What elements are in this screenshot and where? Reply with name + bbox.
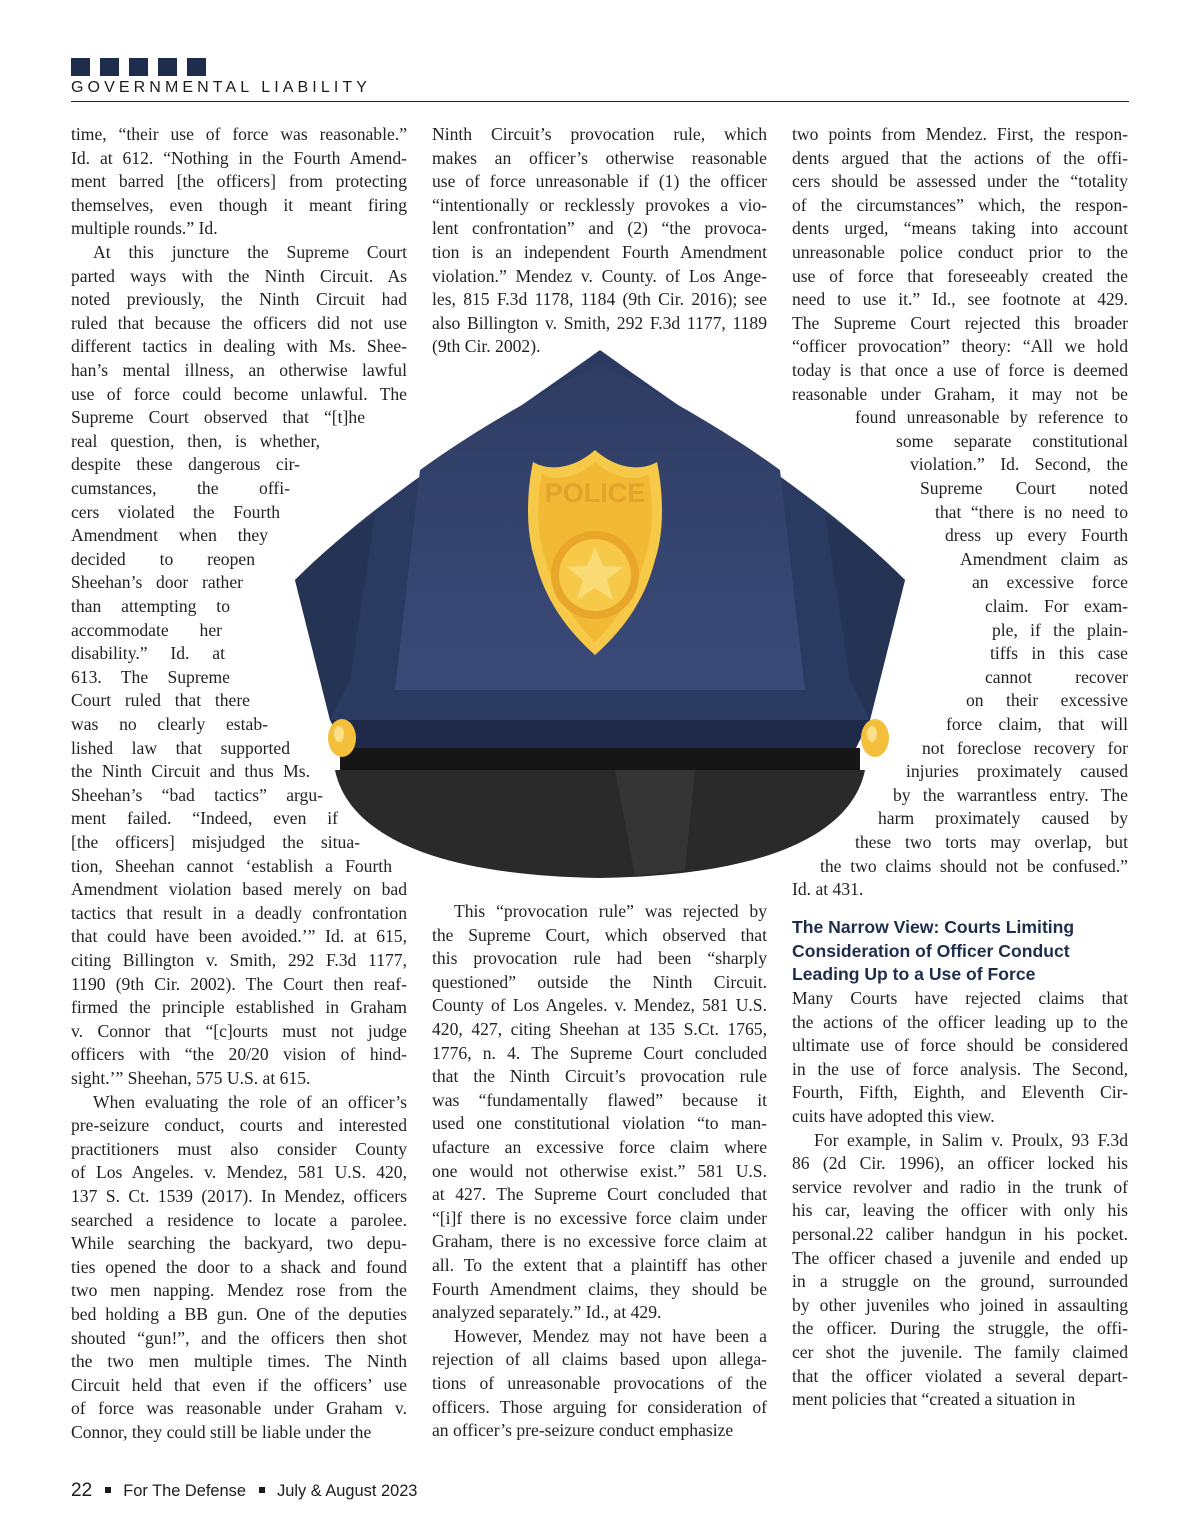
text-line: tactics that result in a deadly confrontation <box>71 902 407 923</box>
text-line: tion is an independent Fourth Amendment <box>432 242 767 262</box>
text-line: that the Ninth Circuit’s provocation rule <box>432 1066 767 1087</box>
text-line: despite these dangerous cir- <box>71 454 300 475</box>
section-title: GOVERNMENTAL LIABILITY <box>71 79 372 96</box>
text-line: time, “their use of force was reasonable.” <box>71 124 407 144</box>
text-line: Sheehan’s door rather <box>71 572 243 593</box>
text-line: analyzed separately.” Id., at 429. <box>432 1302 662 1323</box>
page-footer <box>71 1480 417 1502</box>
text-line: these two torts may overlap, but <box>855 832 1128 852</box>
text-line: cannot recover <box>985 666 1128 687</box>
text-line: the officer. During the struggle, the offi- <box>792 1318 1128 1339</box>
text-line: the two claims should not be confused.” <box>820 855 1128 876</box>
text-line: Supreme Court noted <box>920 478 1128 498</box>
text-line: Amendment claim as <box>960 548 1128 569</box>
page-number: 22 <box>71 1480 93 1501</box>
text-line: officers. Those arguing for consideration of <box>432 1396 767 1417</box>
text-line: than attempting to <box>71 596 230 616</box>
text-line: “intentionally or recklessly provokes a vio- <box>432 194 767 215</box>
text-line: themselves, even though it meant firing <box>71 194 407 215</box>
text-line: ufacture an excessive force claim where <box>432 1137 767 1157</box>
text-line: bed holding a BB gun. One of the deputies <box>71 1304 407 1324</box>
text-line: personal.22 caliber handgun in his pocket. <box>792 1224 1128 1244</box>
text-line: Court ruled that there <box>71 690 250 711</box>
text-line: ruled that because the officers did not use <box>71 312 407 333</box>
text-line: pre-seizure conduct, courts and interested <box>71 1115 407 1136</box>
text-line: ties opened the door to a shack and found <box>71 1256 407 1277</box>
text-line: two points from Mendez. First, the respon- <box>792 124 1128 144</box>
text-line: han’s mental illness, an otherwise lawful <box>71 360 407 380</box>
text-line: lished law that supported <box>71 737 290 758</box>
text-line: 137 S. Ct. 1539 (2017). In Mendez, officers <box>71 1186 407 1206</box>
text-line: cer shot the juvenile. The family claimed <box>792 1342 1128 1362</box>
text-line: Id. at 431. <box>792 879 864 900</box>
text-line: “officer provocation” theory: “All we hold <box>792 336 1128 357</box>
text-line: Amendment when they <box>71 525 268 546</box>
text-line: When evaluating the role of an officer’s <box>93 1091 407 1112</box>
text-line: that the officer violated a several depart- <box>792 1365 1128 1386</box>
text-line: v. Connor that “[c]ourts must not judge <box>71 1020 407 1041</box>
issue-date: July & August 2023 <box>277 1482 418 1500</box>
text-line: in the use of force analysis. The Second, <box>792 1058 1128 1079</box>
badge-label: POLICE <box>544 478 646 508</box>
text-line: of Los Angeles. v. Mendez, 581 U.S. 420, <box>71 1162 407 1183</box>
text-line: ment policies that “created a situation in <box>792 1389 1076 1410</box>
text-line: Sheehan’s “bad tactics” argu- <box>71 784 323 805</box>
text-line: the two men multiple times. The Ninth <box>71 1351 407 1372</box>
text-line: citing Billington v. Smith, 292 F.3d 1177, <box>71 950 407 970</box>
text-line: that could have been avoided.’” Id. at 615, <box>71 926 407 947</box>
footer-bullet <box>259 1487 265 1493</box>
text-line: officers with “the 20/20 vision of hind- <box>71 1044 407 1065</box>
text-line: was “fundamentally flawed” because it <box>432 1089 767 1110</box>
text-line: Supreme Court observed that “[t]he <box>71 407 365 428</box>
text-line: 613. The Supreme <box>71 666 230 687</box>
text-line: Many Courts have rejected claims that <box>792 988 1128 1008</box>
text-line: noted previously, the Ninth Circuit had <box>71 289 407 310</box>
footer-bullet <box>105 1487 111 1493</box>
text-line: practitioners must also consider County <box>71 1138 407 1159</box>
text-line: by other juveniles who joined in assaulting <box>792 1294 1128 1315</box>
text-line: sight.’” Sheehan, 575 U.S. at 615. <box>71 1068 311 1088</box>
text-line: The Supreme Court rejected this broader <box>792 312 1128 333</box>
text-line: by the warrantless entry. The <box>893 784 1128 805</box>
text-line: firmed the principle established in Graham <box>71 997 407 1018</box>
text-line: Id. at 612. “Nothing in the Fourth Amend- <box>71 147 407 168</box>
text-line: of force was reasonable under Graham v. <box>71 1398 407 1419</box>
text-line: two men napping. Mendez rose from the <box>71 1280 407 1301</box>
text-line: in a struggle on the ground, surrounded <box>792 1271 1128 1292</box>
text-line: parted ways with the Ninth Circuit. As <box>71 265 407 286</box>
text-line: 1190 (9th Cir. 2002). The Court then reaf- <box>71 973 407 994</box>
text-line: cers violated the Fourth <box>71 501 280 522</box>
text-line: his car, leaving the officer with only his <box>792 1200 1128 1221</box>
text-line: makes an officer’s otherwise reasonable <box>432 147 767 168</box>
text-line: accommodate her <box>71 619 222 640</box>
text-line: different tactics in dealing with Ms. Shee- <box>71 336 407 357</box>
text-line: cuits have adopted this view. <box>792 1106 995 1126</box>
header-rule <box>71 101 1129 102</box>
text-line: decided to reopen <box>71 548 255 569</box>
text-line: Amendment violation based merely on bad <box>71 879 407 900</box>
text-line: that “there is no need to <box>935 501 1128 522</box>
text-line: Circuit held that even if the officers’ use <box>71 1374 407 1395</box>
text-line: questioned” outside the Ninth Circuit. <box>432 971 767 992</box>
text-line: les, 815 F.3d 1178, 1184 (9th Cir. 2016); see <box>432 289 767 310</box>
publication-name: For The Defense <box>123 1482 246 1500</box>
text-line: Fourth, Fifth, Eighth, and Eleventh Cir- <box>792 1082 1128 1103</box>
text-line: the Supreme Court, which observed that <box>432 924 767 945</box>
text-line: an excessive force <box>972 572 1128 593</box>
text-line: County of Los Angeles. v. Mendez, 581 U.S. <box>432 995 767 1016</box>
text-line: lent confrontation” and (2) “the provoca- <box>432 218 767 239</box>
text-line: ple, if the plain- <box>992 619 1128 640</box>
text-line: dents urged, “means taking into account <box>792 218 1128 239</box>
text-line: Fourth Amendment claims, they should be <box>432 1278 767 1299</box>
text-line: ment failed. “Indeed, even if <box>71 808 338 829</box>
text-line: ment barred [the officers] from protecting <box>71 171 407 192</box>
text-line: violation.” Mendez v. County. of Los Ange- <box>432 265 767 286</box>
text-line: dents argued that the actions of the offi- <box>792 147 1128 168</box>
text-line: However, Mendez may not have been a <box>454 1325 767 1346</box>
text-line: reasonable under Graham, it may not be <box>792 383 1128 404</box>
text-line: some separate constitutional <box>896 430 1128 451</box>
text-line: of the circumstances” which, the respon- <box>792 194 1128 215</box>
text-line: on their excessive <box>966 690 1128 711</box>
text-line: need to use it.” Id., see footnote at 429. <box>792 289 1128 310</box>
text-line: The Narrow View: Courts Limiting <box>792 917 1075 937</box>
text-line: found unreasonable by reference to <box>855 407 1128 428</box>
text-line: harm proximately caused by <box>878 808 1128 829</box>
police-hat-illustration <box>295 350 905 880</box>
text-line: violation.” Id. Second, the <box>910 454 1128 475</box>
text-line: 420, 427, citing Sheehan at 135 S.Ct. 1765, <box>432 1019 767 1039</box>
text-line: The officer chased a juvenile and ended up <box>792 1247 1128 1268</box>
text-line: tions of unreasonable provocations of the <box>432 1373 767 1393</box>
text-line: Ninth Circuit’s provocation rule, which <box>432 124 767 144</box>
text-line: use of force could become unlawful. The <box>71 383 407 404</box>
text-line: cumstances, the offi- <box>71 478 290 498</box>
text-line: the actions of the officer leading up to the <box>792 1011 1128 1032</box>
text-line: Leading Up to a Use of Force <box>792 964 1036 985</box>
text-line: “[i]f there is no excessive force claim under <box>432 1207 767 1228</box>
text-line: this provocation rule had been “sharply <box>432 948 767 969</box>
text-line: was no clearly estab- <box>71 714 268 734</box>
text-line: [the officers] misjudged the situa- <box>71 832 360 852</box>
text-line: 86 (2d Cir. 1996), an officer locked his <box>792 1153 1128 1174</box>
text-line: Consideration of Officer Conduct <box>792 940 1070 961</box>
text-line: claim. For exam- <box>985 596 1128 616</box>
text-line: (9th Cir. 2002). <box>432 336 541 357</box>
text-line: For example, in Salim v. Proulx, 93 F.3d <box>814 1129 1128 1150</box>
text-line: one would not otherwise exist.” 581 U.S. <box>432 1160 767 1181</box>
text-line: Connor, they could still be liable under the <box>71 1422 372 1442</box>
text-line: force claim, that will <box>946 714 1128 734</box>
text-line: use of force unreasonable if (1) the officer <box>432 171 767 192</box>
text-line: cers should be assessed under the “totality <box>792 171 1128 192</box>
text-line: At this juncture the Supreme Court <box>93 242 407 262</box>
text-line: multiple rounds.” Id. <box>71 218 218 239</box>
text-line: shouted “gun!”, and the officers then shot <box>71 1327 407 1348</box>
text-line: today is that once a use of force is deemed <box>792 360 1128 380</box>
text-line: injuries proximately caused <box>906 761 1128 782</box>
text-line: rejection of all claims based upon allega- <box>432 1349 767 1370</box>
text-line: all. To the extent that a plaintiff has other <box>432 1255 767 1275</box>
text-line: used one constitutional violation “to man- <box>432 1113 767 1134</box>
text-line: unreasonable police conduct prior to the <box>792 242 1128 262</box>
text-line: at 427. The Supreme Court concluded that <box>432 1184 767 1205</box>
text-line: disability.” Id. at <box>71 643 225 664</box>
text-line: tiffs in this case <box>990 643 1128 664</box>
text-line: real question, then, is whether, <box>71 430 320 451</box>
text-line: While searching the backyard, two depu- <box>71 1233 407 1254</box>
text-line: searched a residence to locate a parolee. <box>71 1209 407 1230</box>
header-squares <box>71 58 206 76</box>
text-line: the Ninth Circuit and thus Ms. <box>71 761 310 782</box>
text-line: Graham, there is no excessive force claim at <box>432 1231 767 1252</box>
text-line: dress up every Fourth <box>945 525 1128 546</box>
text-line: not foreclose recovery for <box>922 737 1128 758</box>
text-line: use of force that foreseeably created the <box>792 265 1128 286</box>
text-line: This “provocation rule” was rejected by <box>454 901 767 921</box>
text-line: 1776, n. 4. The Supreme Court concluded <box>432 1042 767 1063</box>
text-line: an officer’s pre-seizure conduct emphasize <box>432 1420 734 1441</box>
text-line: service revolver and radio in the trunk of <box>792 1176 1128 1197</box>
text-line: tion, Sheehan cannot ‘establish a Fourth <box>71 855 392 876</box>
text-line: ultimate use of force should be considered <box>792 1035 1128 1056</box>
text-line: also Billington v. Smith, 292 F.3d 1177, 1189 <box>432 312 767 333</box>
